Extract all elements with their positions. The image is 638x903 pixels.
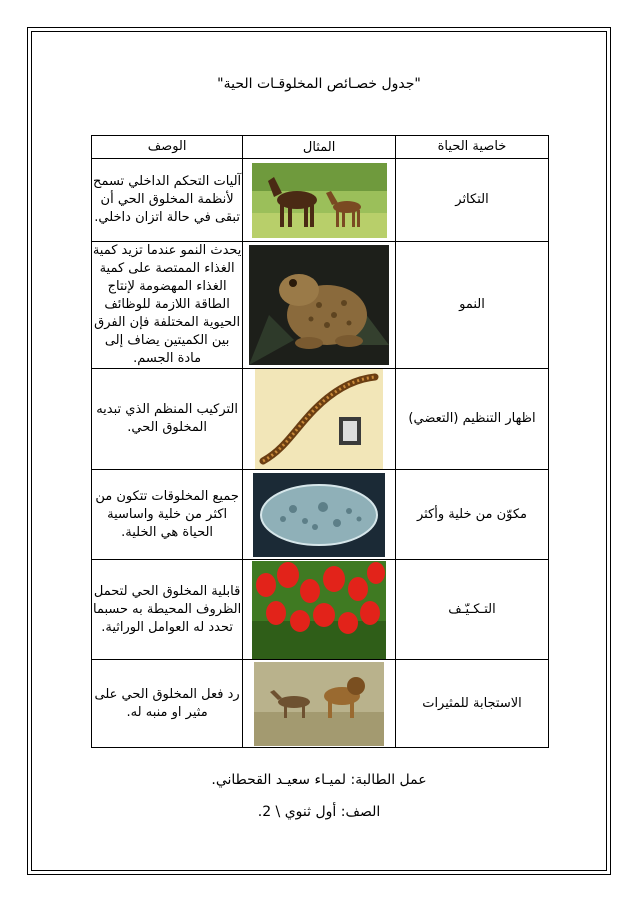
table-header-row: [92, 136, 549, 159]
class-label: الصف: أول ثنوي \ 2.: [257, 804, 381, 820]
worm-image: [255, 369, 383, 469]
table-row: [92, 560, 549, 660]
student-name: عمل الطالبة: لميـاء سعيـد القحطاني.: [211, 772, 427, 788]
cell-example: [243, 470, 396, 560]
cell-example: [243, 242, 396, 369]
header-example: المثال: [243, 136, 396, 159]
page-title: "جدول خصـائص المخلوقـات الحية": [217, 76, 421, 92]
table-row: [92, 159, 549, 242]
table-row: [92, 242, 549, 369]
cell-property: التـكـيّـف: [395, 560, 548, 660]
cell-property: مكوّن من خلية وأكثر: [395, 470, 548, 560]
cell-property: اظهار التنظيم (التعضي): [395, 369, 548, 470]
paramecium-image: [253, 473, 385, 557]
tulips-image: [252, 561, 386, 659]
cell-example: [243, 369, 396, 470]
cell-description: جميع المخلوقات تتكون من اكثر من خلية واساسية الحياة هي الخلية.: [92, 470, 243, 560]
table-row: [92, 660, 549, 748]
header-description: الوصف: [92, 136, 243, 159]
cell-property: الاستجابة للمثيرات: [395, 660, 548, 748]
cell-description: يحدث النمو عندما تزيد كمية الغذاء الممتصة على كمية الغذاء المهضومة لإنتاج الطاقة اللازمة للوظائف الحيوية المختلفة فإن الفرق بين الكميتين يضاف إلى مادة الجسم.: [92, 242, 243, 369]
toad-image: [249, 245, 389, 365]
cell-description: التركيب المنظم الذي تبديه المخلوق الحي.: [92, 369, 243, 470]
horses-image: [252, 163, 387, 238]
life-characteristics-table: [91, 135, 549, 748]
cell-description: قابلية المخلوق الحي لتحمل الظروف المحيطة به حسبما تحدد له العوامل الوراثية.: [92, 560, 243, 660]
cell-property: التكاثر: [395, 159, 548, 242]
table-row: [92, 369, 549, 470]
lion-chase-image: [254, 662, 384, 746]
cell-example: [243, 660, 396, 748]
cell-example: [243, 560, 396, 660]
cell-property: النمو: [395, 242, 548, 369]
cell-example: [243, 159, 396, 242]
cell-description: آليات التحكم الداخلي تسمح لأنظمة المخلوق الحي أن تبقى في حالة اتزان داخلي.: [92, 159, 243, 242]
cell-description: رد فعل المخلوق الحي على مثير او منبه له.: [92, 660, 243, 748]
table-row: [92, 470, 549, 560]
header-property: خاصية الحياة: [395, 136, 548, 159]
